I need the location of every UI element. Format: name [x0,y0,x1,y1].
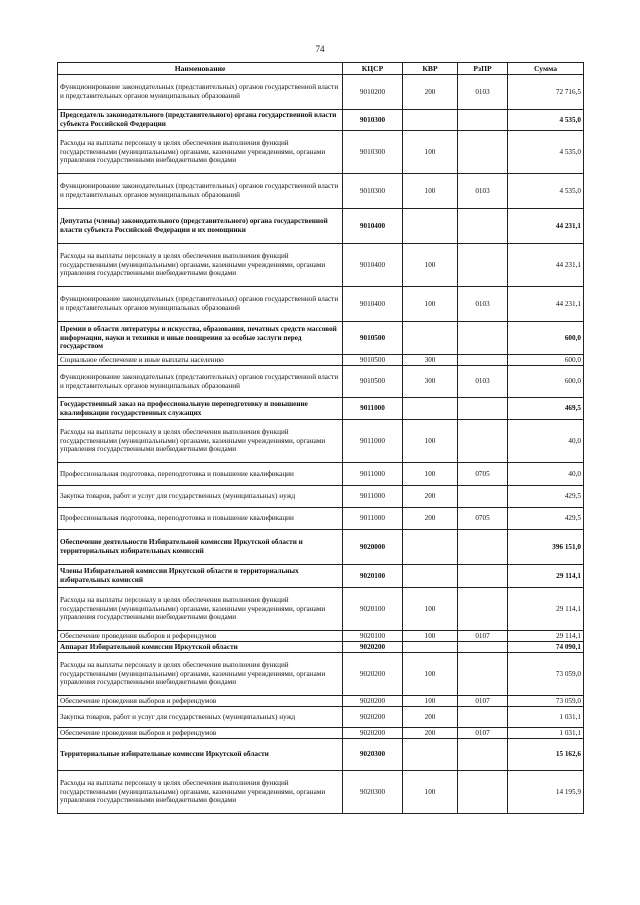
cell-name: Члены Избирательной комиссии Иркутской области и территориальных избирательных комиссий [58,565,343,588]
cell-kvr: 100 [403,463,458,486]
table-row [58,530,584,565]
cell-sum: 14 195,9 [508,771,584,814]
cell-rzpr [458,739,508,771]
table-row [58,463,584,486]
table-row [58,244,584,287]
cell-sum: 4 535,0 [508,131,584,174]
cell-kvr [403,110,458,131]
table-row [58,588,584,631]
table-row [58,131,584,174]
cell-kvr: 200 [403,508,458,530]
table-row [58,642,584,653]
cell-sum: 429,5 [508,486,584,508]
cell-sum: 44 231,1 [508,287,584,322]
cell-name: Социальное обеспечение и иные выплаты населению [58,355,343,366]
cell-rzpr [458,588,508,631]
cell-name: Депутаты (члены) законодательного (представительного) органа государственной власти субъекта Российской Федерации и их помощники [58,209,343,244]
cell-name: Закупка товаров, работ и услуг для государственных (муниципальных) нужд [58,486,343,508]
cell-rzpr [458,355,508,366]
cell-kcsr: 9020200 [343,653,403,696]
cell-sum: 44 231,1 [508,209,584,244]
cell-rzpr [458,244,508,287]
cell-name: Расходы на выплаты персоналу в целях обеспечения выполнения функций государственными (муниципальными) органами, казенными учреждениями, органами управления государственными внебюджетными фондами [58,244,343,287]
cell-name: Закупка товаров, работ и услуг для государственных (муниципальных) нужд [58,707,343,728]
cell-rzpr: 0103 [458,75,508,110]
cell-name: Обеспечение проведения выборов и референдумов [58,728,343,739]
cell-name: Обеспечение деятельности Избирательной комиссии Иркутской области и территориальных избирательных комиссий [58,530,343,565]
cell-sum: 73 059,0 [508,696,584,707]
cell-sum: 40,0 [508,420,584,463]
cell-kvr: 100 [403,588,458,631]
table-row [58,174,584,209]
cell-rzpr [458,209,508,244]
cell-name: Расходы на выплаты персоналу в целях обеспечения выполнения функций государственными (муниципальными) органами, казенными учреждениями, органами управления государственными внебюджетными фондами [58,653,343,696]
cell-sum: 74 090,1 [508,642,584,653]
cell-rzpr [458,653,508,696]
cell-sum: 600,0 [508,355,584,366]
table-row [58,209,584,244]
cell-sum: 29 114,1 [508,565,584,588]
cell-kcsr: 9010200 [343,75,403,110]
table-row [58,322,584,355]
cell-kvr: 100 [403,631,458,642]
cell-kvr: 100 [403,771,458,814]
table-row [58,420,584,463]
cell-kcsr: 9010400 [343,244,403,287]
cell-name: Профессиональная подготовка, переподготовка и повышение квалификации [58,508,343,530]
cell-name: Расходы на выплаты персоналу в целях обеспечения выполнения функций государственными (муниципальными) органами, казенными учреждениями, органами управления государственными внебюджетными фондами [58,588,343,631]
cell-name: Государственный заказ на профессиональную переподготовку и повышение квалификации государственных служащих [58,398,343,420]
cell-name: Обеспечение проведения выборов и референдумов [58,631,343,642]
cell-kvr: 200 [403,707,458,728]
cell-kcsr: 9010400 [343,209,403,244]
cell-kcsr: 9010300 [343,110,403,131]
cell-rzpr [458,642,508,653]
table-row [58,565,584,588]
cell-kcsr: 9020100 [343,588,403,631]
table-header-row [58,63,584,75]
cell-kvr: 100 [403,696,458,707]
cell-kvr: 300 [403,355,458,366]
cell-kcsr: 9020200 [343,707,403,728]
cell-name: Расходы на выплаты персоналу в целях обеспечения выполнения функций государственными (муниципальными) органами, казенными учреждениями, органами управления государственными внебюджетными фондами [58,420,343,463]
cell-rzpr: 0705 [458,508,508,530]
cell-rzpr [458,110,508,131]
cell-name: Председатель законодательного (представительного) органа государственной власти субъекта Российской Федерации [58,110,343,131]
cell-kvr: 100 [403,287,458,322]
header-sum: Сумма [508,63,584,75]
table-row [58,696,584,707]
table-row [58,739,584,771]
cell-sum: 44 231,1 [508,244,584,287]
cell-sum: 29 114,1 [508,631,584,642]
cell-kcsr: 9011000 [343,508,403,530]
cell-name: Функционирование законодательных (представительных) органов государственной власти и представительных органов муниципальных образований [58,287,343,322]
table-row [58,771,584,814]
cell-kcsr: 9020300 [343,771,403,814]
table-row [58,75,584,110]
cell-name: Расходы на выплаты персоналу в целях обеспечения выполнения функций государственными (муниципальными) органами, казенными учреждениями, органами управления государственными внебюджетными фондами [58,771,343,814]
table-row [58,631,584,642]
table-row [58,366,584,398]
cell-kvr: 100 [403,420,458,463]
budget-table [57,62,584,814]
cell-name: Премии в области литературы и искусства, образования, печатных средств массовой информации, науки и техники и иные поощрения за особые заслуги перед государством [58,322,343,355]
cell-rzpr [458,707,508,728]
cell-kcsr: 9011000 [343,420,403,463]
cell-sum: 73 059,0 [508,653,584,696]
cell-kcsr: 9011000 [343,486,403,508]
cell-sum: 469,5 [508,398,584,420]
cell-kcsr: 9011000 [343,398,403,420]
cell-rzpr: 0103 [458,174,508,209]
cell-kcsr: 9010300 [343,131,403,174]
table-row [58,110,584,131]
cell-rzpr [458,771,508,814]
cell-kcsr: 9010500 [343,322,403,355]
cell-rzpr [458,486,508,508]
cell-kcsr: 9020100 [343,565,403,588]
cell-rzpr: 0103 [458,287,508,322]
cell-sum: 29 114,1 [508,588,584,631]
cell-name: Аппарат Избирательной комиссии Иркутской области [58,642,343,653]
header-name: Наименование [58,63,343,75]
cell-sum: 72 716,5 [508,75,584,110]
cell-sum: 4 535,0 [508,110,584,131]
cell-kvr [403,398,458,420]
cell-kcsr: 9020000 [343,530,403,565]
cell-rzpr: 0107 [458,696,508,707]
cell-name: Территориальные избирательные комиссии Иркутской области [58,739,343,771]
cell-name: Профессиональная подготовка, переподготовка и повышение квалификации [58,463,343,486]
cell-kcsr: 9011000 [343,463,403,486]
cell-kvr: 200 [403,728,458,739]
cell-kcsr: 9010400 [343,287,403,322]
cell-kcsr: 9020200 [343,728,403,739]
table-body [58,75,584,814]
cell-rzpr: 0107 [458,728,508,739]
cell-rzpr: 0107 [458,631,508,642]
cell-kcsr: 9020200 [343,696,403,707]
cell-sum: 4 535,0 [508,174,584,209]
cell-kvr [403,739,458,771]
cell-kvr [403,530,458,565]
cell-name: Расходы на выплаты персоналу в целях обеспечения выполнения функций государственными (муниципальными) органами, казенными учреждениями, органами управления государственными внебюджетными фондами [58,131,343,174]
table-row [58,508,584,530]
table-row [58,398,584,420]
table-row [58,653,584,696]
cell-name: Обеспечение проведения выборов и референдумов [58,696,343,707]
cell-kvr: 100 [403,174,458,209]
cell-rzpr [458,565,508,588]
table-row [58,287,584,322]
cell-kcsr: 9020300 [343,739,403,771]
table-row [58,486,584,508]
cell-kvr: 200 [403,486,458,508]
cell-name: Функционирование законодательных (представительных) органов государственной власти и представительных органов муниципальных образований [58,366,343,398]
cell-kvr [403,642,458,653]
cell-rzpr [458,420,508,463]
cell-rzpr: 0705 [458,463,508,486]
cell-sum: 40,0 [508,463,584,486]
cell-rzpr [458,398,508,420]
cell-kvr: 300 [403,366,458,398]
cell-kcsr: 9010500 [343,355,403,366]
cell-sum: 429,5 [508,508,584,530]
cell-sum: 600,0 [508,322,584,355]
header-kcsr: КЦСР [343,63,403,75]
cell-kcsr: 9010500 [343,366,403,398]
cell-sum: 1 031,1 [508,707,584,728]
header-rzpr: РзПР [458,63,508,75]
cell-kcsr: 9020200 [343,642,403,653]
cell-name: Функционирование законодательных (представительных) органов государственной власти и представительных органов муниципальных образований [58,174,343,209]
cell-kvr [403,322,458,355]
cell-kvr: 100 [403,653,458,696]
page-number: 74 [315,44,325,54]
cell-kvr [403,565,458,588]
table-row [58,355,584,366]
cell-kvr [403,209,458,244]
cell-sum: 396 151,0 [508,530,584,565]
cell-kvr: 200 [403,75,458,110]
cell-kvr: 100 [403,131,458,174]
cell-rzpr: 0103 [458,366,508,398]
table-row [58,728,584,739]
cell-sum: 1 031,1 [508,728,584,739]
header-kvr: КВР [403,63,458,75]
cell-rzpr [458,530,508,565]
cell-rzpr [458,322,508,355]
cell-rzpr [458,131,508,174]
table-row [58,707,584,728]
cell-name: Функционирование законодательных (представительных) органов государственной власти и представительных органов муниципальных образований [58,75,343,110]
cell-sum: 600,0 [508,366,584,398]
cell-kcsr: 9010300 [343,174,403,209]
cell-kvr: 100 [403,244,458,287]
cell-kcsr: 9020100 [343,631,403,642]
cell-sum: 15 162,6 [508,739,584,771]
